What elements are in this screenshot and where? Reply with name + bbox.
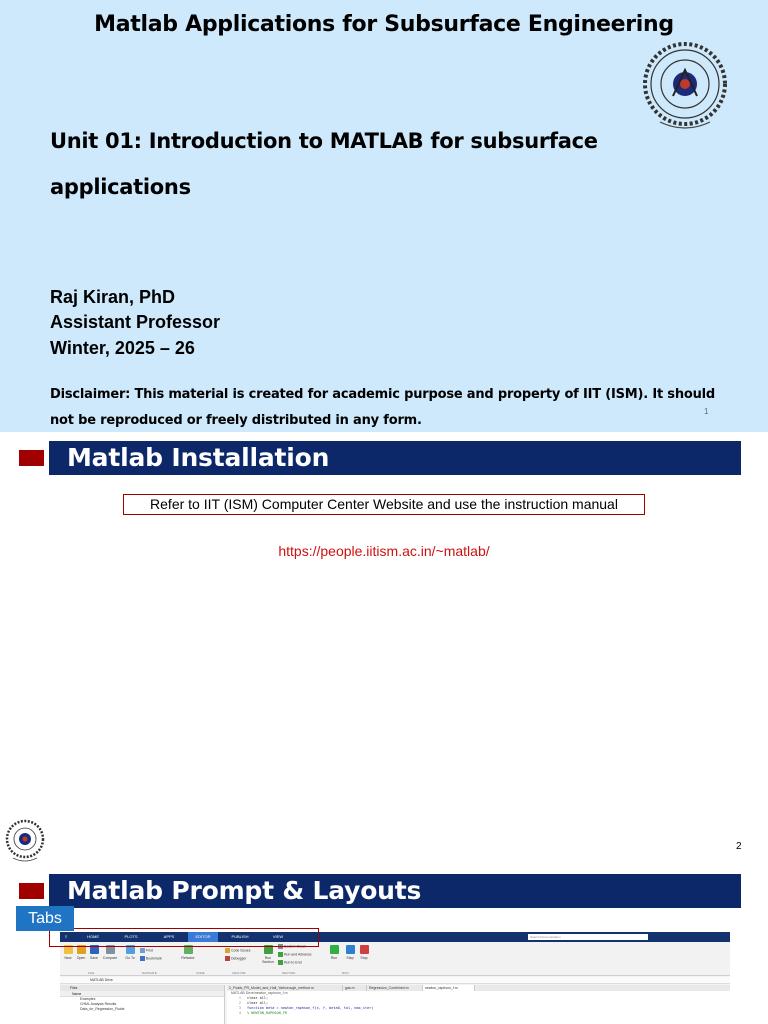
group-navigate: NAVIGATE bbox=[142, 971, 157, 975]
code-line[interactable]: 2 clear all; bbox=[238, 1001, 269, 1005]
group-run: RUN bbox=[342, 971, 349, 975]
address-bar[interactable]: MATLAB Drive bbox=[60, 977, 730, 984]
editor-tab[interactable]: 2_Fluids_PR_Model_and_Hall_Yarborough_method.m bbox=[227, 985, 343, 991]
group-file: FILE bbox=[88, 971, 95, 975]
refactor-button[interactable]: Refactor bbox=[180, 945, 196, 960]
author-name: Raj Kiran, PhD bbox=[50, 287, 176, 307]
menu-icon[interactable]: ≡ bbox=[64, 934, 68, 939]
tab-publish[interactable]: PUBLISH bbox=[231, 934, 249, 939]
instruction-box: Refer to IIT (ISM) Computer Center Website and use the instruction manual bbox=[123, 494, 645, 515]
slide-1-title: Matlab Applications for Subsurface Engineering bbox=[94, 12, 674, 37]
disclaimer: Disclaimer: This material is created for academic purpose and property of IIT (ISM). It should not be reproduced or freely distributed in any form. bbox=[50, 387, 716, 428]
editor-tab-active[interactable]: newton_raphson_f.m bbox=[423, 985, 475, 991]
section-break-button[interactable]: Section Break bbox=[278, 944, 306, 949]
file-item[interactable]: Data_for_Regression_Fluids bbox=[80, 1007, 125, 1011]
title-bullet bbox=[19, 450, 44, 466]
run-to-end-button[interactable]: Run to End bbox=[278, 960, 302, 965]
unit-heading-line-1: Unit 01: Introduction to MATLAB for subsurface bbox=[50, 129, 598, 153]
new-button[interactable]: New bbox=[62, 945, 74, 960]
author-position: Assistant Professor bbox=[50, 312, 221, 332]
tabs-highlight-frame bbox=[49, 928, 319, 947]
bookmark-button[interactable]: Bookmark bbox=[140, 956, 162, 961]
group-section: SECTION bbox=[282, 971, 296, 975]
code-line[interactable]: 3 function beta = newton_raphson_f(x, f, beta0, tol, max_iter) bbox=[238, 1006, 374, 1010]
title-bullet bbox=[19, 883, 44, 899]
slide-2 bbox=[0, 432, 768, 864]
stop-button[interactable]: Stop bbox=[358, 945, 370, 960]
file-item[interactable]: CHML Analysis Results bbox=[80, 1002, 117, 1006]
files-column-name[interactable]: Name bbox=[60, 991, 224, 997]
files-panel bbox=[60, 985, 225, 1024]
save-button[interactable]: Save bbox=[88, 945, 100, 960]
debugger-button[interactable]: Debugger bbox=[225, 956, 246, 961]
editor-tab[interactable]: Regression_Combined.m bbox=[367, 985, 423, 991]
file-item[interactable]: Examples bbox=[80, 997, 96, 1001]
matlab-ribbon bbox=[60, 942, 730, 976]
editor-path: MATLAB Drive/newton_raphson_f.m bbox=[231, 991, 288, 995]
slide-1 bbox=[0, 0, 768, 432]
open-button[interactable]: Open bbox=[75, 945, 87, 960]
find-button[interactable]: Find bbox=[140, 948, 153, 953]
files-panel-title: Files bbox=[60, 985, 224, 991]
tab-view[interactable]: VIEW bbox=[272, 934, 284, 939]
editor-tab[interactable]: gas.m bbox=[343, 985, 367, 991]
page-number: 1 bbox=[704, 407, 709, 416]
group-analyze: ANALYZE bbox=[232, 971, 246, 975]
tab-editor[interactable]: EDITOR bbox=[188, 932, 218, 942]
code-line[interactable]: 1 clear all; bbox=[238, 996, 269, 1000]
slide-2-title: Matlab Installation bbox=[49, 441, 741, 475]
term: Winter, 2025 – 26 bbox=[50, 338, 195, 358]
code-issues-button[interactable]: Code Issues bbox=[225, 948, 250, 953]
matlab-link[interactable]: https://people.iitism.ac.in/~matlab/ bbox=[278, 543, 490, 559]
page-number: 2 bbox=[736, 841, 742, 852]
search-input[interactable]: Search Documentation bbox=[528, 934, 648, 940]
slide-3 bbox=[0, 864, 768, 1024]
tab-plots[interactable]: PLOTS bbox=[124, 934, 138, 939]
editor-tabs bbox=[227, 985, 730, 991]
unit-heading bbox=[50, 118, 650, 210]
code-line[interactable]: 4 % NEWTON_RAPHSON_FR bbox=[238, 1011, 288, 1015]
run-and-advance-button[interactable]: Run and Advance bbox=[278, 952, 312, 957]
tab-home[interactable]: HOME bbox=[87, 934, 99, 939]
iit-ism-logo-small bbox=[4, 818, 46, 864]
iit-ism-logo bbox=[640, 40, 730, 134]
run-section-button[interactable]: Run Section bbox=[261, 945, 275, 964]
run-button[interactable]: Run bbox=[328, 945, 340, 960]
unit-heading-line-2: applications bbox=[50, 175, 191, 199]
step-button[interactable]: Step bbox=[344, 945, 356, 960]
group-code: CODE bbox=[196, 971, 205, 975]
tabs-callout: Tabs bbox=[16, 906, 74, 931]
go-to-button[interactable]: Go To bbox=[124, 945, 136, 960]
editor-panel bbox=[227, 985, 730, 1024]
compare-button[interactable]: Compare bbox=[102, 945, 118, 960]
tab-apps[interactable]: APPS bbox=[163, 934, 175, 939]
slide-3-title: Matlab Prompt & Layouts bbox=[49, 874, 741, 908]
